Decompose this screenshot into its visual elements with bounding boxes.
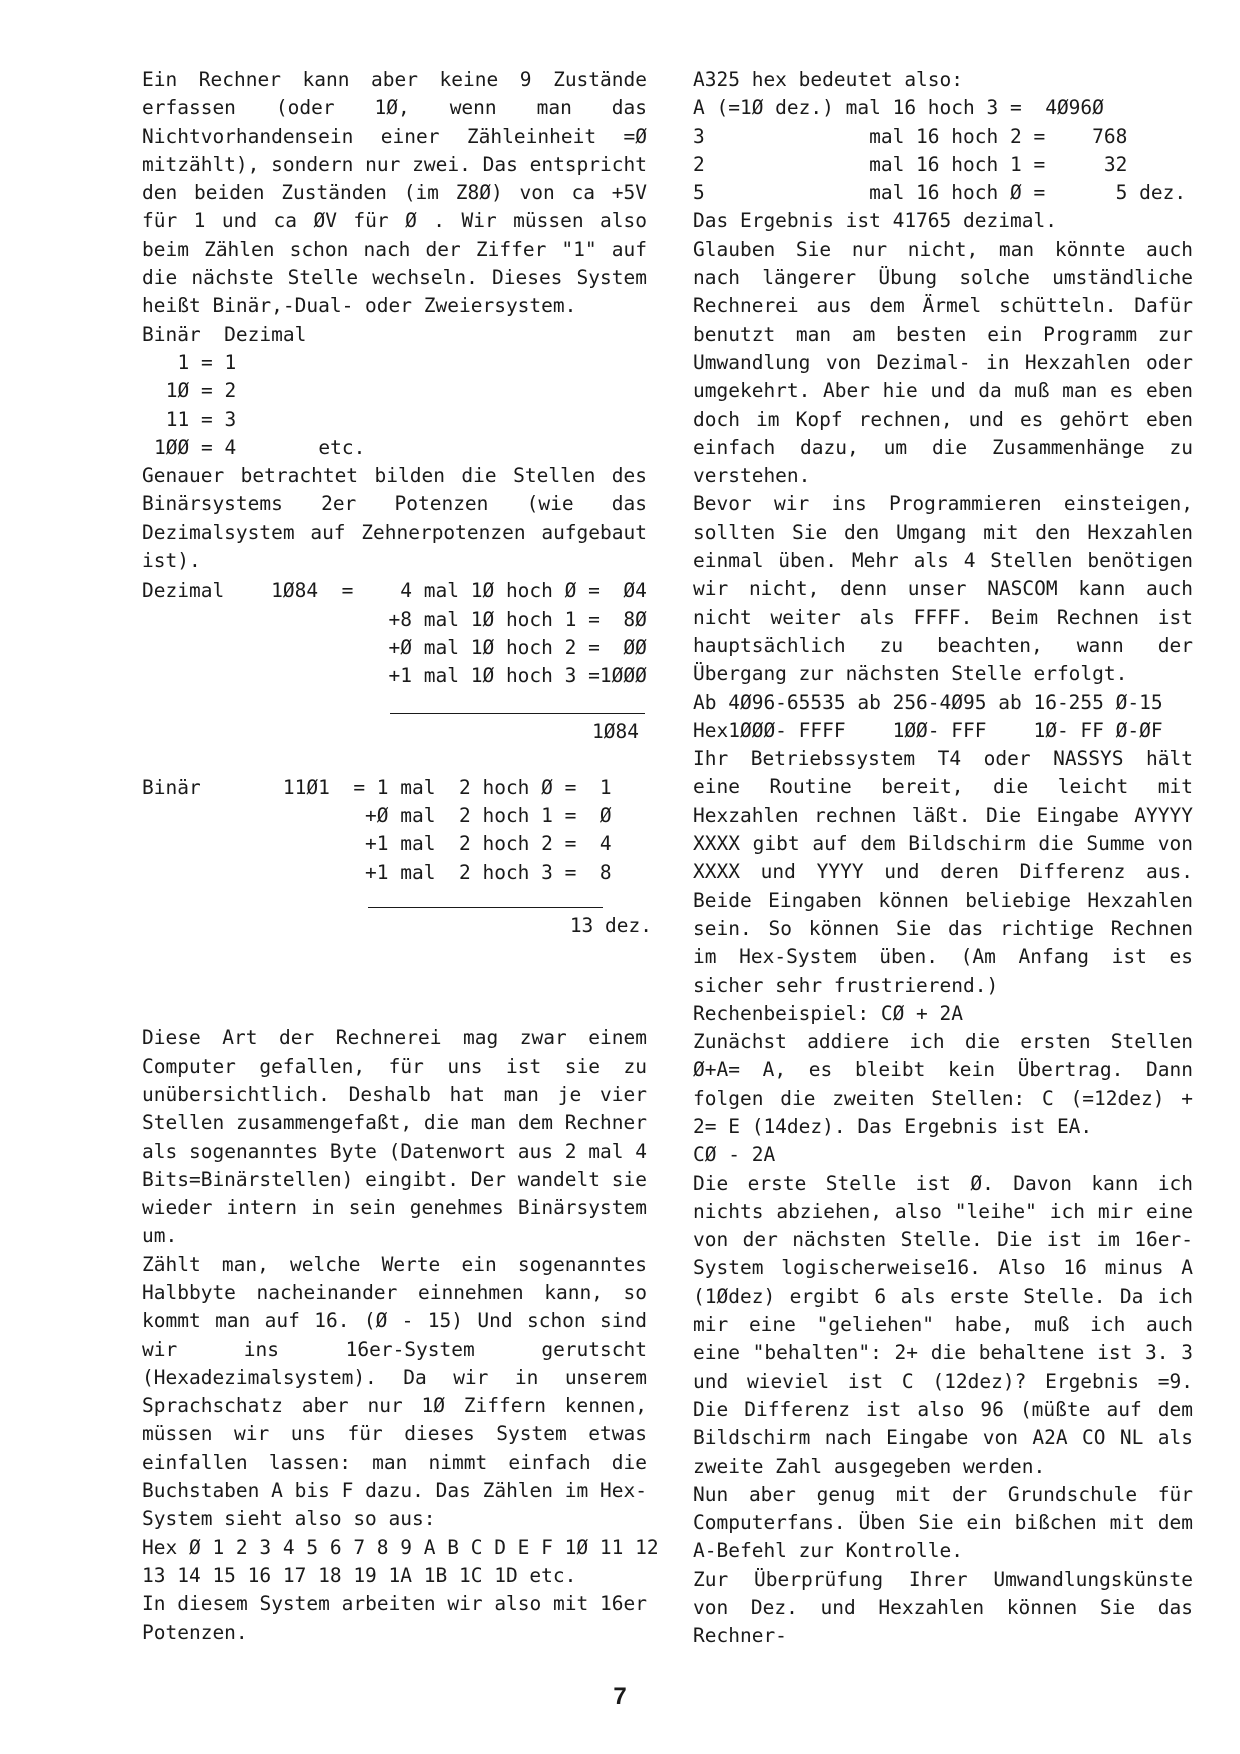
paragraph-16er-powers: In diesem System arbeiten wir also mit 16er Potenzen. — [142, 1592, 659, 1644]
hex-calc-line: 3 mal 16 hoch 2 = 768 — [693, 124, 1128, 148]
spacer — [142, 940, 647, 1024]
paragraph-halfbyte: Zählt man, welche Werte ein sogenanntes Halbbyte nacheinander einnehmen kann, so kommt man auf 16. (Ø - 15) Und schon sind wir ins 16er-System gerutscht (Hexadezimalsystem). Da wir in unserem Sprachschatz aber nur 1Ø Ziffern kennen, müssen wir uns für dieses System etwas einfallen lassen: man nimmt einfach die Buchstaben A bis F dazu. Das Zählen im Hex-System sieht also so aus: — [142, 1252, 659, 1531]
range-line: Hex1ØØØ- FFFF 1ØØ- FFF 1Ø- FF Ø-ØF — [693, 718, 1163, 742]
paragraph-powers: Genauer betrachtet bilden die Stellen des Binärsystems 2er Potenzen (wie das Dezimalsystem auf Zehnerpotenzen aufgebaut ist). — [142, 464, 659, 573]
hex-calc-line: 2 mal 16 hoch 1 = 32 — [693, 152, 1128, 176]
binary-table-row: 11 = 3 — [154, 407, 237, 431]
right-column — [693, 66, 1205, 1651]
decimal-calc-line: Dezimal 1Ø84 = 4 mal 1Ø hoch Ø = Ø4 — [142, 579, 647, 603]
binary-table-row: 1 = 1 — [154, 350, 237, 374]
paragraph-addition: Zunächst addiere ich die ersten Stellen Ø+A= A, es bleibt kein Übertrag. Dann folgen die zweiten Stellen: C (=12dez) + 2= E (14dez). Das Ergebnis ist EA. — [693, 1030, 1205, 1138]
sum-divider — [368, 907, 603, 908]
binary-calc-result: 13 dez. — [569, 914, 652, 938]
binary-calculation — [142, 774, 652, 940]
binary-calc-line: +1 mal 2 hoch 2 = 4 — [142, 832, 612, 856]
hex-counting-line: Hex Ø 1 2 3 4 5 6 7 8 9 A B C D E F 1Ø 11 12 — [142, 1535, 659, 1559]
hex-intro: A325 hex bedeutet also: — [693, 68, 964, 91]
binary-calc-line: +1 mal 2 hoch 3 = 8 — [142, 860, 612, 884]
range-line: Ab 4Ø96-65535 ab 256-4Ø95 ab 16-255 Ø-15 — [693, 690, 1163, 714]
decimal-calculation — [142, 577, 647, 745]
binary-calc-line: Binär 11Ø1 = 1 mal 2 hoch Ø = 1 — [142, 775, 612, 799]
hex-calc-line: A (=1Ø dez.) mal 16 hoch 3 = 4Ø96Ø — [693, 96, 1104, 120]
binary-table-header: Binär Dezimal — [142, 322, 307, 346]
hex-result: Das Ergebnis ist 41765 dezimal. — [693, 209, 1057, 233]
decimal-calc-line: +8 mal 1Ø hoch 1 = 8Ø — [142, 607, 647, 631]
hex-counting-line: 13 14 15 16 17 18 19 1A 1B 1C 1D etc. — [142, 1563, 577, 1587]
binary-table-row: 1ØØ = 4 etc. — [154, 435, 366, 459]
page-number: 7 — [613, 1683, 627, 1710]
left-column — [142, 66, 659, 1647]
paragraph-subtraction: Die erste Stelle ist Ø. Davon kann ich nichts abziehen, also "leihe" ich mir eine von der nächsten Stelle. Die ist im 16er-System logischerweise16. Also 16 minus A (1Ødez) ergibt 6 als erste Stelle. Da ich mir eine "geliehen" habe, muß ich auch eine "behalten": 2+ die behaltene ist 3. 3 und wieviel ist C (12dez)? Ergebnis =9. Die Differenz ist also 96 (müßte auf dem Bildschirm nach Eingabe von A2A CO NL als zweite Zahl ausgegeben werden. — [693, 1171, 1205, 1478]
hex-calc-line: 5 mal 16 hoch Ø = 5 dez. — [693, 181, 1187, 205]
decimal-calc-line: +Ø mal 1Ø hoch 2 = ØØ — [142, 635, 647, 659]
sum-divider — [390, 713, 645, 714]
paragraph-closing: Nun aber genug mit der Grundschule für Computerfans. Üben Sie ein bißchen mit dem A-Befehl zur Kontrolle. — [693, 1482, 1205, 1563]
decimal-calc-result: 1Ø84 — [592, 719, 639, 743]
paragraph-byte: Diese Art der Rechnerei mag zwar einem Computer gefallen, für uns ist sie zu unübersichtlich. Deshalb hat man je vier Stellen zusammengefaßt, die man dem Rechner als sogenanntes Byte (Datenwort aus 2 mal 4 Bits=Binärstellen) eingibt. Der wandelt sie wieder intern in sein genehmes Binärsystem um. — [142, 1026, 659, 1248]
spacer — [142, 746, 647, 774]
paragraph-routine: Ihr Betriebssystem T4 oder NASSYS hält eine Routine bereit, die leicht mit Hexzahlen rechnen läßt. Die Eingabe AYYYY XXXX gibt auf dem Bildschirm die Summe von XXXX und YYYY und deren Differenz aus. Beide Eingaben können beliebige Hexzahlen sein. So können Sie das richtige Rechnen im Hex-System üben. (Am Anfang ist es sicher sehr frustrierend.) — [693, 747, 1205, 997]
binary-table-row: 1Ø = 2 — [154, 379, 237, 403]
paragraph-binary-intro: Ein Rechner kann aber keine 9 Zustände erfassen (oder 1Ø, wenn man das Nichtvorhandensein einer Zähleinheit =Ø mitzählt), sondern nur zwei. Das entspricht den beiden Zuständen (im Z8Ø) von ca +5V für 1 und ca ØV für Ø . Wir müssen also beim Zählen schon nach der Ziffer "1" auf die nächste Stelle wechseln. Dieses System heißt Binär,-Dual- oder Zweiersystem. — [142, 68, 659, 318]
example-title: Rechenbeispiel: CØ + 2A — [693, 1001, 964, 1025]
paragraph-continuation: Zur Überprüfung Ihrer Umwandlungskünste von Dez. und Hexzahlen können Sie das Rechner- — [693, 1567, 1205, 1648]
decimal-calc-line: +1 mal 1Ø hoch 3 =1ØØØ — [142, 664, 647, 688]
paragraph-conversion: Glauben Sie nur nicht, man könnte auch nach längerer Übung solche umständliche Rechnerei aus dem Ärmel schütteln. Dafür benutzt man am besten ein Programm zur Umwandlung von Dezimal- in Hexzahlen oder umgekehrt. Aber hie und da muß man es eben doch im Kopf rechnen, und es gehört eben einfach dazu, um die Zusammenhänge zu verstehen. — [693, 237, 1205, 488]
example-subtraction: CØ - 2A — [693, 1143, 776, 1167]
binary-decimal-table — [142, 321, 647, 462]
paragraph-practice: Bevor wir ins Programmieren einsteigen, sollten Sie den Umgang mit den Hexzahlen einmal üben. Mehr als 4 Stellen benötigen wir nicht, denn unser NASCOM kann auch nicht weiter als FFFF. Beim Rechnen ist hauptsächlich zu beachten, wann der Übergang zur nächsten Stelle erfolgt. — [693, 492, 1205, 686]
binary-calc-line: +Ø mal 2 hoch 1 = Ø — [142, 804, 612, 828]
